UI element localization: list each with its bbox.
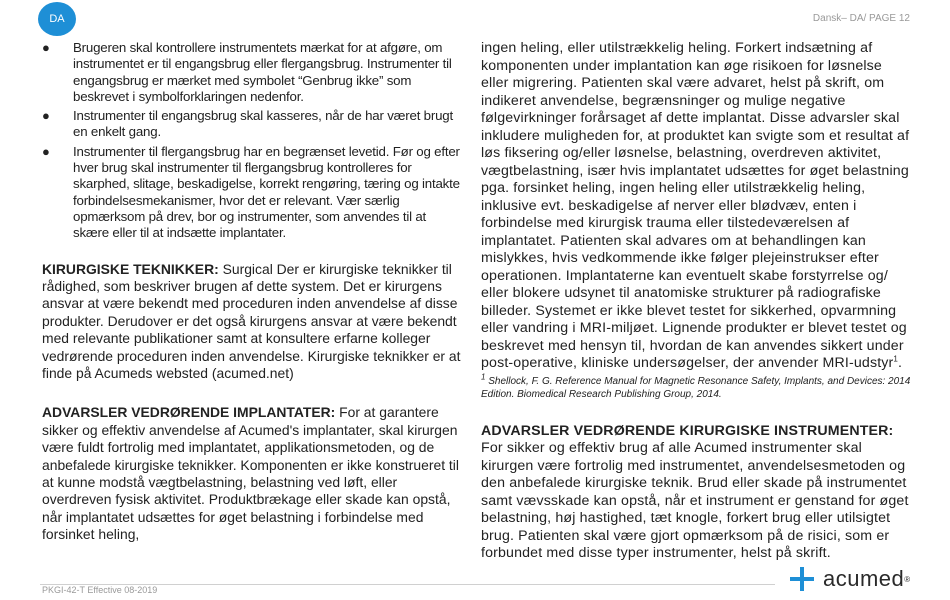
implant-warnings-section <box>42 404 462 543</box>
language-badge <box>38 2 76 36</box>
list-item <box>42 108 462 141</box>
bullet-icon: ● <box>42 143 50 159</box>
bullet-icon: ● <box>42 108 50 124</box>
list-item <box>42 144 462 242</box>
page-label: Dansk– DA/ PAGE 12 <box>812 13 910 24</box>
implant-warnings-continued: ingen heling, eller utilstrækkelig heling. Forkert indsætning af komponenten under implantation kan øge risikoen for løsnelse eller migrering. Patienten skal være advaret, helst på skrift, om indikeret anvendelse, begrænsninger og mulige negative følgevirkninger forårsaget af dette implantat. Disse advarsler skal inkludere muligheden for, at produktet kan svigte som et resultat af løs fiksering og/eller løsnelse, belastning, overdreven aktivitet, vægtbelastning, især hvis implantatet udsættes for øget belastning pga. forsinket heling, ingen heling eller utilstrækkelig heling, inklusive evt. beskadigelse af nerver eller blødvæv, enten i forbindelse med kirurgisk trauma eller tilstedeværelsen af implantatet. Patienten skal advares om at behandlingen kan mislykkes, hvis vedkommende ikke følger plejeinstrukser efter operationen. Implantaterne kan eventuelt skabe forstyrrelse og/ eller blokere udsynet til anatomiske strukturer på radiografiske billeder. Systemet er ikke blevet testet for sikkerhed, opvarmning eller vandring i MRI-miljøet. Lignende produkter er blevet testet og beskrevet med hensyn til, hvordan de kan anvendes sikkert under post-operative, kliniske undersøgelser, der anvender MRI-udstyr$^1$. <box>481 40 910 371</box>
bullet-text: Instrumenter til engangsbrug skal kasseres, når de har været brugt en enkelt gang. <box>73 108 453 140</box>
implant-warnings-body: For at garantere sikker og effektiv anvendelse af Acumed's implantater, skal kirurgen være fuldt fortrolig med implantatet, applikationsmetoden, og de anbefalede kirurgiske teknikker. Komponenten er ikke konstrueret til at kunne modstå vægtbelastning, belastning ved løft, eller overdreven fysisk aktivitet. Produktbrækage eller skade kan opstå, når implantatet udsættes for øget belastning i forbindelse med forsinket heling, <box>42 404 459 543</box>
instrument-warnings-section <box>481 423 911 563</box>
bullet-text: Brugeren skal kontrollere instrumentets mærkat for at afgøre, om instrumentet er til engangsbrug eller flergangsbrug. Instrumenter til engangsbrug er mærket med symbolet “Genbrug ikke” som beskrevet i symbolforklaringen nedenfor. <box>73 40 452 104</box>
plus-logo-icon <box>790 567 814 591</box>
footnote-reference: 1 <box>893 354 899 364</box>
footnote <box>481 372 911 401</box>
implant-warnings-continued-text: ingen heling, eller utilstrækkelig heling. Forkert indsætning af komponenten under implantation kan øge risikoen for løsnelse eller migrering. Patienten skal være advaret, helst på skrift, om indikeret anvendelse, begrænsninger og mulige negative følgevirkninger forårsaget af dette implantat. Disse advarsler skal inkludere muligheden for, at produktet kan svigte som et resultat af løs fiksering og/eller løsnelse, belastning, overdreven aktivitet, vægtbelastning, især hvis implantatet udsættes for øget belastning pga. forsinket heling, ingen heling eller utilstrækkelig heling, inklusive evt. beskadigelse af nerver eller blødvæv, enten i forbindelse med kirurgisk trauma eller tilstedeværelsen af implantatet. Patienten skal advares om at behandlingen kan mislykkes, hvis vedkommende ikke følger plejeinstrukser efter operationen. Implantaterne kan eventuelt skabe forstyrrelse og/ eller blokere udsynet til anatomiske strukturer på radiografiske billeder. Systemet er ikke blevet testet for sikkerhed, opvarmning eller vandring i MRI-miljøet. Lignende produkter er blevet testet og beskrevet med hensyn til, hvordan de kan anvendes sikkert under post-operative, kliniske undersøgelser, der anvender MRI-udstyr <box>481 40 910 371</box>
surgical-techniques-body: Surgical Der er kirurgiske teknikker til rådighed, som beskriver brugen af dette system. Det er kirurgens ansvar at være bekendt med proceduren inden anvendelse af disse produkter. Derudover er det også kirurgens ansvar at være bekendt med relevante publikationer samt at konsultere erfarne kolleger vedrørende proceduren inden anvendelse. Kirurgiske teknikker er at finde på Acumeds websted (acumed.net) <box>42 260 461 381</box>
footnote-text: Shellock, F. G. Reference Manual for Magnetic Resonance Safety, Implants, and Devices: 2014 Edition. Biomedical Research Publishing Group, 2014. <box>481 375 911 400</box>
instrument-warnings-heading: ADVARSLER VEDRØRENDE KIRURGISKE INSTRUMENTER: <box>481 422 894 439</box>
instrument-warnings-body: For sikker og effektiv brug af alle Acumed instrumenter skal kirurgen være fortrolig med instrumentet, anvendelsesmetoden og den anbefalede kirurgiske teknik. Brud eller skade på instrumentet samt vævsskade kan opstå, når et instrument er genstand for øget belastning, høj hastighed, tæt knogle, forkert brug eller utilsigtet brug. Patienten skal være gjort opmærksom på de risici, som er forbundet med disse typer instrumenter, helst på skrift. <box>481 440 909 561</box>
surgical-techniques-section <box>42 261 462 383</box>
language-badge-label: DA <box>49 13 65 25</box>
list-item <box>42 40 462 105</box>
logo-text: acumed <box>823 566 905 591</box>
bullet-text: Instrumenter til flergangsbrug har en begrænset levetid. Før og efter hver brug skal instrumenter til flergangsbrug kontrolleres for skarphed, slitage, beskadigelse, korrekt rengøring, tæring og intakte forbindelsesmekanismer, hvor det er relevant. Vær særlig opmærksom på drev, bor og instrumenter, som anvendes til at skære eller til at indsætte implantater. <box>73 143 460 241</box>
registered-mark: ® <box>904 574 911 584</box>
surgical-techniques-heading: KIRURGISKE TEKNIKKER: <box>42 260 219 277</box>
right-column <box>481 40 911 563</box>
implant-warnings-heading: ADVARSLER VEDRØRENDE IMPLANTATER: <box>42 404 336 421</box>
document-code: PKGI-42-T Effective 08-2019 <box>42 585 158 595</box>
footnote-number: 1 <box>481 372 486 382</box>
bullet-list <box>42 40 462 242</box>
bullet-icon: ● <box>42 40 50 55</box>
acumed-logo <box>790 566 910 592</box>
left-column <box>42 40 462 544</box>
